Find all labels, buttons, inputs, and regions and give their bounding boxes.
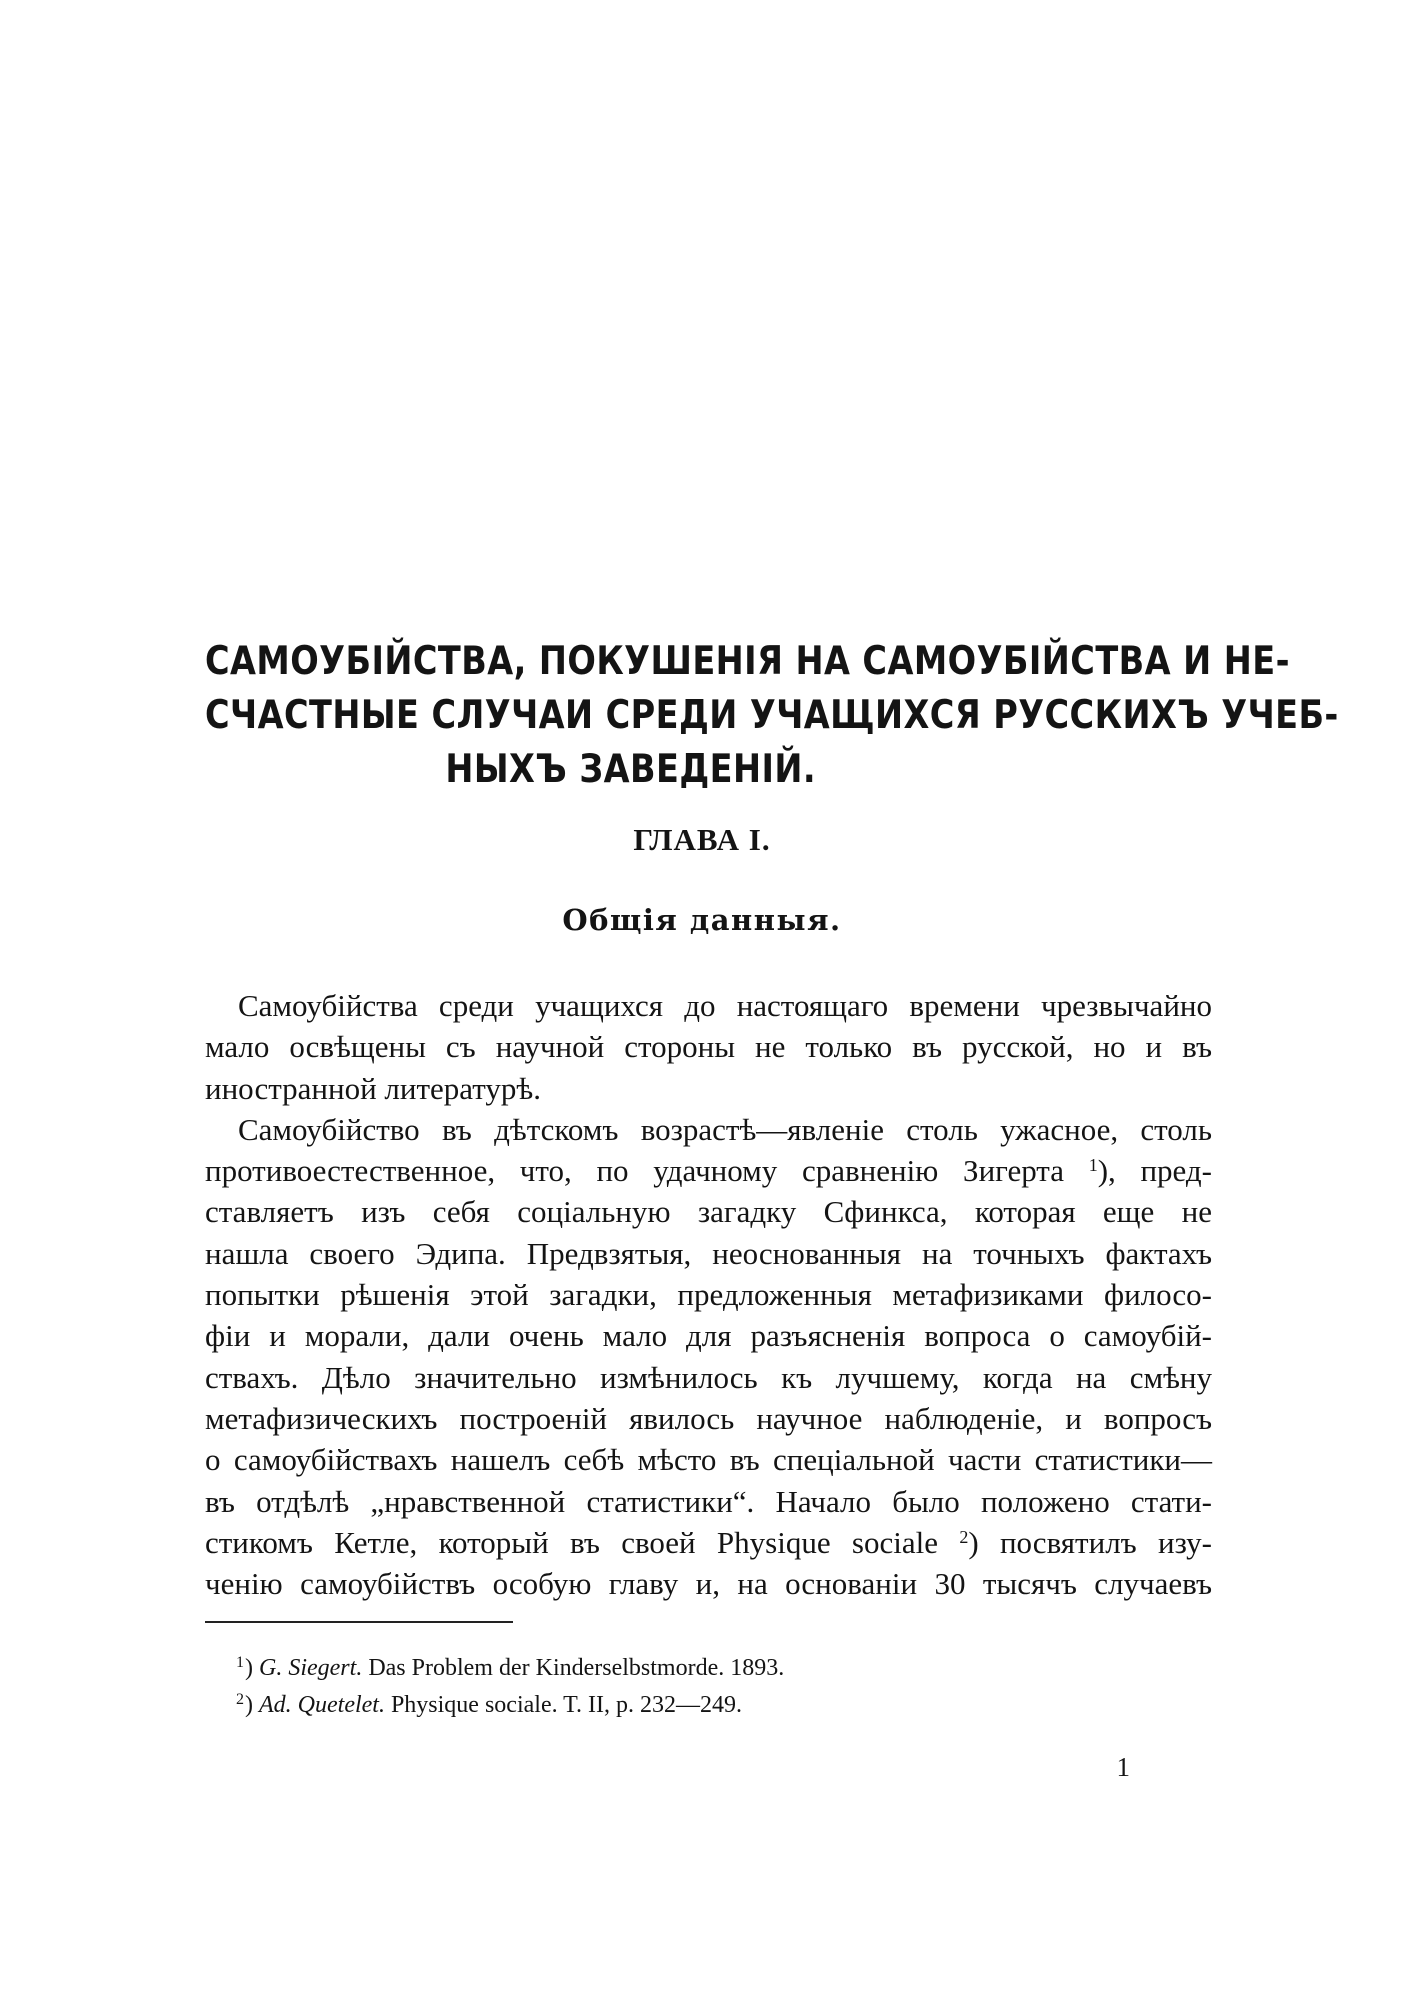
footnote-author: G. Siegert. [259, 1655, 363, 1681]
footnote-1 [236, 1650, 1136, 1687]
text-line: нашла своего Эдипа. Предвзятыя, неоснованныя на точныхъ фактахъ [205, 1235, 1212, 1271]
page-number: 1 [1116, 1752, 1130, 1782]
footnote-mark-close: ) [245, 1692, 253, 1718]
paragraph-1 [205, 985, 1212, 1109]
body-text [205, 985, 1212, 1604]
footnote-2 [236, 1687, 1136, 1724]
title-line: СЧАСТНЫЕ СЛУЧАИ СРЕДИ УЧАЩИХСЯ РУССКИХЪ УЧЕБ- [205, 693, 1339, 738]
text-line: ствахъ. Дѣло значительно измѣнилось къ лучшему, когда на смѣну [205, 1359, 1212, 1395]
text-line: метафизическихъ построеній явилось научное наблюденіе, и вопросъ [205, 1400, 1212, 1436]
document-title [205, 635, 1339, 797]
footnote-mark-close: ) [245, 1655, 253, 1681]
text-line: ченію самоубійствъ особую главу и, на основаніи 30 тысячъ случаевъ [205, 1566, 1212, 1602]
footnote-mark: 2 [236, 1691, 244, 1708]
footnotes [236, 1650, 1136, 1724]
footnote-text: Das Problem der Kinderselbstmorde. 1893. [362, 1655, 785, 1681]
footnote-ref-2[interactable]: 2 [959, 1526, 969, 1547]
footnote-mark: 1 [236, 1654, 244, 1671]
text-line: въ отдѣлѣ „нравственной статистики“. Начало было положено стати- [205, 1483, 1212, 1519]
text-segment: стикомъ Кетле, который въ своей Physique sociale [205, 1524, 938, 1560]
text-line: ставляетъ изъ себя соціальную загадку Сфинкса, которая еще не [205, 1194, 1212, 1230]
footnote-divider [205, 1621, 513, 1623]
text-segment: противоестественное, что, по удачному сравненію Зигерта [205, 1153, 1064, 1189]
footnote-author: Ad. Quetelet. [259, 1692, 385, 1718]
section-heading: Общія данныя. [562, 903, 842, 937]
text-line: попытки рѣшенія этой загадки, предложенныя метафизиками филосо- [205, 1277, 1212, 1313]
text-line: о самоубійствахъ нашелъ себѣ мѣсто въ спеціальной части статистики— [205, 1442, 1212, 1478]
text-line: иностранной литературѣ. [205, 1070, 541, 1106]
footnote-ref-1[interactable]: 1 [1088, 1155, 1098, 1176]
paragraph-2 [205, 1109, 1212, 1605]
text-segment: ) посвятилъ изу- [968, 1524, 1213, 1560]
text-line [205, 1522, 1212, 1563]
text-line: Самоубійство въ дѣтскомъ возрастѣ—явленіе столь ужасное, столь [238, 1111, 1212, 1147]
footnote-text: Physique sociale. T. II, p. 232—249. [384, 1692, 743, 1718]
text-line: фіи и морали, дали очень мало для разъясненія вопроса о самоубій- [205, 1318, 1212, 1354]
text-line [205, 1150, 1212, 1191]
title-line: САМОУБІЙСТВА, ПОКУШЕНІЯ НА САМОУБІЙСТВА И НЕ- [205, 639, 1290, 684]
text-line: Самоубійства среди учащихся до настоящаго времени чрезвычайно [238, 988, 1212, 1023]
text-line: мало освѣщены съ научной стороны не только въ русской, но и въ [205, 1029, 1212, 1065]
chapter-heading: ГЛАВА I. [633, 822, 771, 857]
title-line: НЫХЪ ЗАВЕДЕНІЙ. [445, 747, 817, 792]
text-segment: ), пред- [1097, 1153, 1213, 1189]
